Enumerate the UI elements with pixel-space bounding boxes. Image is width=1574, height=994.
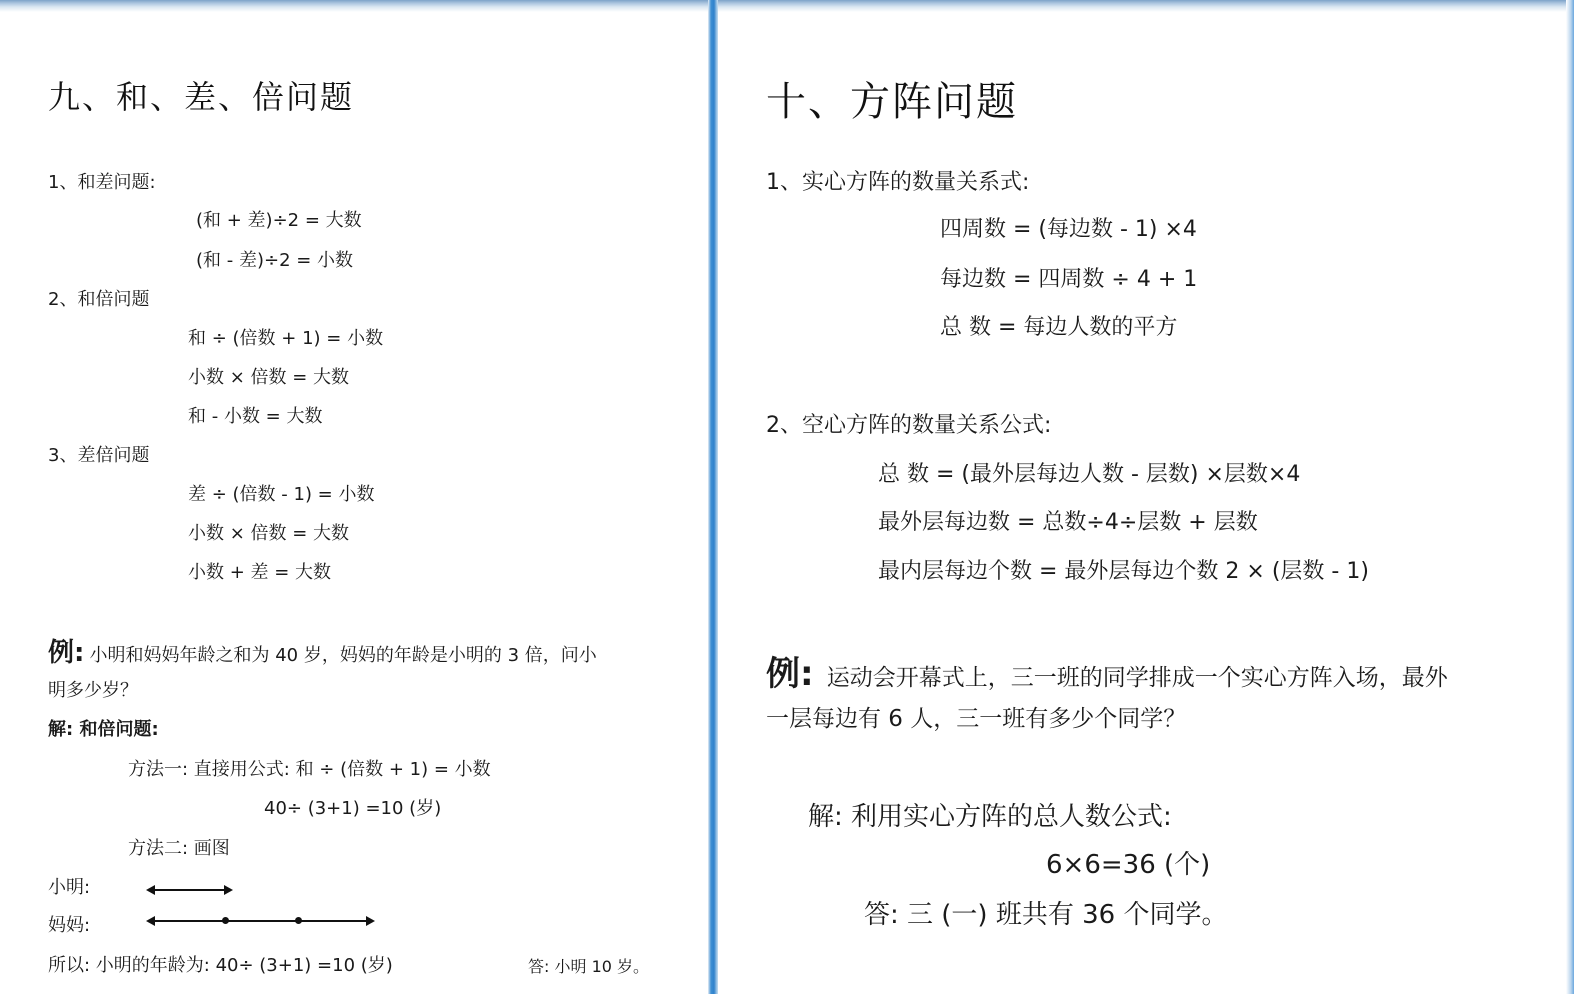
diagram-label-mama: 妈妈: bbox=[48, 915, 91, 936]
conclusion: 所以: 小明的年龄为: 40÷ (3+1) =10 (岁) bbox=[48, 955, 393, 976]
example-block bbox=[48, 632, 597, 669]
section-title: 九、和、差、倍问题 bbox=[48, 78, 355, 116]
segment-line bbox=[150, 920, 370, 922]
arrow-left-icon bbox=[146, 885, 155, 895]
subsection-heading: 3、差倍问题 bbox=[48, 445, 150, 466]
answer: 答: 三 (一) 班共有 36 个同学。 bbox=[864, 900, 1228, 930]
example-text-continued: 明多少岁？ bbox=[48, 680, 138, 701]
formula: 每边数 = 四周数 ÷ 4 + 1 bbox=[940, 267, 1198, 292]
method-two: 方法二: 画图 bbox=[128, 838, 230, 859]
example-text-continued: 一层每边有 6 人，三一班有多少个同学？ bbox=[766, 706, 1187, 732]
formula: 小数 × 倍数 = 大数 bbox=[188, 367, 350, 388]
example-text: 小明和妈妈年龄之和为 40 岁，妈妈的年龄是小明的 3 倍，问小 bbox=[89, 645, 597, 666]
left-page bbox=[0, 0, 714, 994]
segment-mark bbox=[295, 917, 302, 924]
method-one: 方法一: 直接用公式: 和 ÷ (倍数 + 1) = 小数 bbox=[128, 759, 491, 780]
arrow-right-icon bbox=[366, 916, 375, 926]
answer: 答: 小明 10 岁。 bbox=[528, 957, 650, 976]
subsection-heading: 2、和倍问题 bbox=[48, 289, 150, 310]
top-rule bbox=[0, 0, 714, 12]
formula: 和 - 小数 = 大数 bbox=[188, 406, 323, 427]
subsection-heading: 1、实心方阵的数量关系式: bbox=[766, 170, 1030, 195]
formula: (和 - 差)÷2 = 小数 bbox=[196, 250, 354, 271]
subsection-heading: 2、空心方阵的数量关系公式: bbox=[766, 413, 1052, 438]
formula: 总 数 = 每边人数的平方 bbox=[940, 315, 1178, 340]
solution-label: 解: 利用实心方阵的总人数公式: bbox=[808, 802, 1172, 832]
formula: (和 + 差)÷2 = 大数 bbox=[196, 210, 362, 231]
diagram-label-xiaoming: 小明: bbox=[48, 877, 91, 898]
method-one-calculation: 40÷ (3+1) =10 (岁) bbox=[264, 798, 442, 819]
example-text: 运动会开幕式上，三一班的同学排成一个实心方阵入场，最外 bbox=[826, 665, 1448, 691]
formula: 最内层每边个数 = 最外层每边个数 2 × (层数 - 1) bbox=[878, 559, 1369, 584]
solution-label: 解: 和倍问题: bbox=[48, 719, 159, 740]
section-title: 十、方阵问题 bbox=[766, 79, 1018, 125]
formula: 和 ÷ (倍数 + 1) = 小数 bbox=[188, 328, 384, 349]
arrow-left-icon bbox=[146, 916, 155, 926]
calculation: 6×6=36 (个) bbox=[1046, 850, 1211, 880]
segment-line bbox=[150, 889, 228, 891]
example-block bbox=[766, 646, 1448, 695]
subsection-heading: 1、和差问题: bbox=[48, 172, 156, 193]
arrow-right-icon bbox=[224, 885, 233, 895]
page-edge bbox=[1566, 0, 1574, 994]
top-rule bbox=[718, 0, 1574, 12]
formula: 最外层每边数 = 总数÷4÷层数 + 层数 bbox=[878, 510, 1258, 535]
example-label: 例: bbox=[766, 654, 814, 694]
formula: 四周数 = (每边数 - 1) ×4 bbox=[940, 217, 1197, 242]
formula: 差 ÷ (倍数 - 1) = 小数 bbox=[188, 484, 375, 505]
example-label: 例: bbox=[48, 638, 85, 668]
right-page bbox=[718, 0, 1574, 994]
formula: 小数 × 倍数 = 大数 bbox=[188, 523, 350, 544]
segment-mark bbox=[222, 917, 229, 924]
formula: 小数 + 差 = 大数 bbox=[188, 562, 332, 583]
formula: 总 数 = (最外层每边人数 - 层数) ×层数×4 bbox=[878, 462, 1301, 487]
